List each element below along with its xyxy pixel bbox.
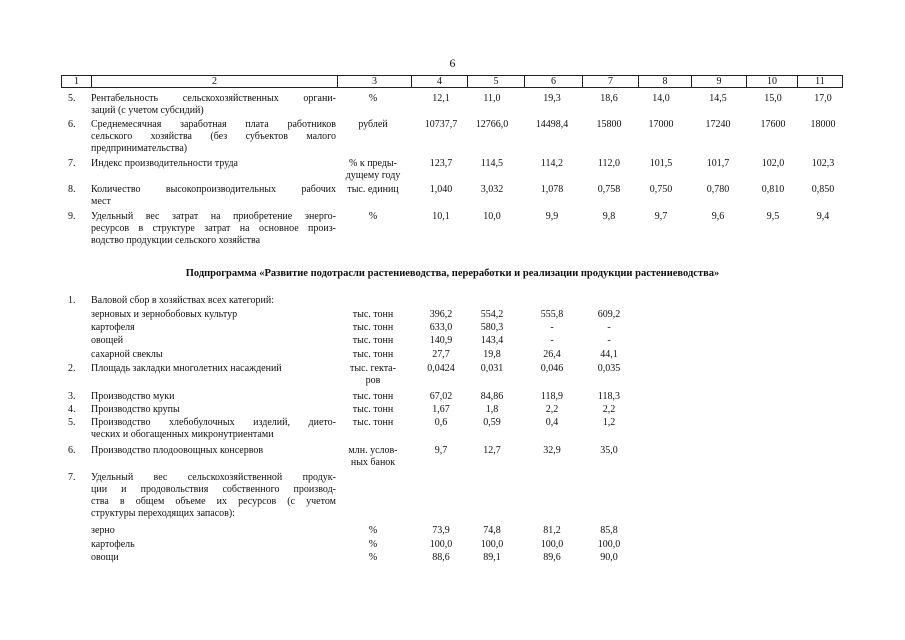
row-indicator-name [91,445,336,457]
unit-line: тыс. тонн [352,417,394,428]
indicator-line: Индекс производительности труда [91,158,238,169]
value-cell: 102,0 [761,158,785,169]
value-cell: 89,1 [483,552,501,563]
value-cell: 101,5 [649,158,673,169]
value-cell: 118,3 [597,391,621,402]
indicator-line: сельского хозяйства (без субъектов малого [91,131,336,142]
unit-line: тыс. тонн [352,322,394,333]
row-indicator-name [91,93,336,117]
value-cell: 0,6 [434,417,448,428]
value-cell: 1,040 [429,184,453,195]
unit-line: % [368,539,378,550]
value-cell: 17600 [760,119,786,130]
value-cell: 81,2 [543,525,561,536]
value-cell: 10,0 [483,211,501,222]
indicator-line: картофель [91,539,135,550]
unit-line: тыс. единиц [347,184,399,195]
value-cell: 143,4 [480,335,504,346]
row-unit [336,335,410,347]
row-unit [336,445,410,469]
value-cell: 19,8 [483,349,501,360]
row-indicator-name [91,552,336,564]
row-indicator-name [91,539,336,551]
value-cell: 32,9 [543,445,561,456]
indicator-line: структуры переходящих запасов): [91,508,235,519]
section-title: Подпрограмма «Развитие подотрасли растениеводства, переработки и реализации продукции растениеводства» [185,268,720,279]
unit-line: % [368,93,378,104]
value-cell: 140,9 [429,335,453,346]
row-number: 9. [68,211,76,222]
indicator-line: Площадь закладки многолетних насаждений [91,363,282,374]
value-cell: 0,031 [480,363,504,374]
value-cell: 9,6 [711,211,725,222]
value-cell: 85,8 [600,525,618,536]
indicator-line: ресурсов в структуре затрат на основное произ- [91,223,336,234]
value-cell: - [550,322,554,333]
row-indicator-name [91,404,336,416]
value-cell: 555,8 [540,309,564,320]
row-indicator-name [91,309,336,321]
value-cell: 100,0 [597,539,621,550]
row-number: 5. [68,417,76,428]
value-cell: 3,032 [480,184,504,195]
value-cell: 12,7 [483,445,501,456]
header-cell: 3 [337,76,411,87]
indicator-line: мест [91,196,111,207]
value-cell: - [550,335,554,346]
value-cell: 10737,7 [424,119,458,130]
value-cell: 9,7 [434,445,448,456]
indicator-line: Рентабельность сельскохозяйственных органи- [91,93,336,104]
table-header-row [61,75,843,88]
row-indicator-name [91,363,336,375]
value-cell: - [607,322,611,333]
value-cell: 1,67 [432,404,450,415]
row-indicator-name [91,158,336,170]
row-unit [336,417,410,429]
value-cell: 73,9 [432,525,450,536]
value-cell: 27,7 [432,349,450,360]
value-cell: 84,86 [480,391,504,402]
value-cell: 10,1 [432,211,450,222]
value-cell: 90,0 [600,552,618,563]
unit-line: млн. услов- [348,445,398,456]
header-cell: 10 [746,76,797,87]
unit-line: тыс. тонн [352,335,394,346]
row-unit [336,552,410,564]
value-cell: 609,2 [597,309,621,320]
indicator-line: Удельный вес затрат на приобретение энерго- [91,211,336,222]
row-unit [336,525,410,537]
header-cell: 4 [411,76,467,87]
value-cell: 11,0 [483,93,501,104]
row-number: 3. [68,391,76,402]
indicator-line: водство продукции сельского хозяйства [91,235,261,246]
header-cell: 5 [467,76,524,87]
value-cell: 89,6 [543,552,561,563]
row-indicator-name [91,472,336,520]
value-cell: 123,7 [429,158,453,169]
unit-line: дущему году [345,170,401,181]
value-cell: 9,9 [545,211,559,222]
row-indicator-name [91,322,336,334]
header-cell: 7 [582,76,638,87]
row-number: 6. [68,119,76,130]
value-cell: 0,035 [597,363,621,374]
unit-line: % [368,211,378,222]
indicator-line: Производство муки [91,391,175,402]
value-cell: 1,2 [602,417,616,428]
unit-line: тыс. тонн [352,309,394,320]
value-cell: 0,59 [483,417,501,428]
value-cell: 2,2 [545,404,559,415]
row-indicator-name [91,184,336,208]
value-cell: 14,0 [652,93,670,104]
value-cell: 26,4 [543,349,561,360]
header-cell: 11 [797,76,842,87]
indicator-line: ции и продовольствия собственного производ- [91,484,336,495]
row-indicator-name [91,335,336,347]
row-unit [336,119,410,131]
value-cell: 118,9 [540,391,564,402]
row-indicator-name [91,391,336,403]
value-cell: 14498,4 [535,119,569,130]
row-indicator-name [91,349,336,361]
indicator-line: овощей [91,335,124,346]
row-number: 4. [68,404,76,415]
indicator-line: картофеля [91,322,135,333]
value-cell: 1,078 [540,184,564,195]
row-unit [336,391,410,403]
row-unit [336,93,410,105]
value-cell: 18,6 [600,93,618,104]
row-unit [336,309,410,321]
value-cell: 9,4 [816,211,830,222]
indicator-line: Производство крупы [91,404,180,415]
value-cell: 0,0424 [427,363,455,374]
value-cell: 100,0 [480,539,504,550]
indicator-line: Среднемесячная заработная плата работников [91,119,336,130]
value-cell: 18000 [810,119,836,130]
value-cell: 12,1 [432,93,450,104]
value-cell: 0,850 [811,184,835,195]
indicator-line: Количество высокопроизводительных рабочих [91,184,336,195]
row-indicator-name [91,417,336,441]
unit-line: ров [365,375,381,386]
row-unit [336,211,410,223]
value-cell: 100,0 [540,539,564,550]
indicator-line: зерновых и зернобобовых культур [91,309,238,320]
row-unit [336,363,410,387]
row-number: 2. [68,363,76,374]
row-unit [336,539,410,551]
row-unit [336,158,410,182]
value-cell: 67,02 [429,391,453,402]
unit-line: ных банок [350,457,396,468]
indicator-line: предпринимательства) [91,143,188,154]
indicator-line: Производство плодоовощных консервов [91,445,264,456]
value-cell: 88,6 [432,552,450,563]
row-unit [336,184,410,196]
value-cell: 633,0 [429,322,453,333]
header-cell: 8 [638,76,691,87]
row-number: 7. [68,158,76,169]
value-cell: 0,046 [540,363,564,374]
indicator-line: Валовой сбор в хозяйствах всех категорий: [91,295,274,306]
unit-line: тыс. тонн [352,391,394,402]
value-cell: 0,758 [597,184,621,195]
row-number: 6. [68,445,76,456]
value-cell: 100,0 [429,539,453,550]
row-indicator-name [91,119,336,155]
indicator-line: Удельный вес сельскохозяйственной продук- [91,472,336,483]
value-cell: 74,8 [483,525,501,536]
value-cell: 0,780 [706,184,730,195]
value-cell: 9,5 [766,211,780,222]
page-number: 6 [449,56,456,70]
value-cell: 102,3 [811,158,835,169]
row-indicator-name [91,525,336,537]
value-cell: 17,0 [814,93,832,104]
row-number: 7. [68,472,76,483]
value-cell: - [607,335,611,346]
row-indicator-name [91,295,336,307]
value-cell: 15800 [596,119,622,130]
row-unit [336,349,410,361]
unit-line: % [368,552,378,563]
value-cell: 0,750 [649,184,673,195]
header-cell: 2 [91,76,337,87]
indicator-line: зерно [91,525,115,536]
value-cell: 396,2 [429,309,453,320]
value-cell: 0,4 [545,417,559,428]
value-cell: 1,8 [485,404,499,415]
unit-line: рублей [358,119,388,130]
row-number: 8. [68,184,76,195]
header-cell: 9 [691,76,746,87]
value-cell: 580,3 [480,322,504,333]
value-cell: 9,7 [654,211,668,222]
header-cell: 1 [74,76,79,87]
indicator-line: ства в общем объеме их ресурсов (с учетом [91,496,336,507]
indicator-line: сахарной свеклы [91,349,163,360]
row-indicator-name [91,211,336,247]
indicator-line: овощи [91,552,119,563]
unit-line: % [368,525,378,536]
value-cell: 101,7 [706,158,730,169]
value-cell: 14,5 [709,93,727,104]
unit-line: % к преды- [349,158,397,169]
row-number: 5. [68,93,76,104]
value-cell: 17000 [648,119,674,130]
value-cell: 35,0 [600,445,618,456]
indicator-line: Производство хлебобулочных изделий, дието- [91,417,336,428]
unit-line: тыс. тонн [352,404,394,415]
value-cell: 17240 [705,119,731,130]
value-cell: 19,3 [543,93,561,104]
value-cell: 15,0 [764,93,782,104]
row-unit [336,404,410,416]
row-number: 1. [68,295,76,306]
value-cell: 12766,0 [475,119,509,130]
value-cell: 9,8 [602,211,616,222]
value-cell: 114,5 [480,158,504,169]
header-cell: 6 [524,76,582,87]
value-cell: 554,2 [480,309,504,320]
value-cell: 2,2 [602,404,616,415]
row-unit [336,322,410,334]
value-cell: 112,0 [597,158,621,169]
unit-line: тыс. тонн [352,349,394,360]
indicator-line: ческих и обогащенных микронутриентами [91,429,274,440]
value-cell: 114,2 [540,158,564,169]
value-cell: 44,1 [600,349,618,360]
value-cell: 0,810 [761,184,785,195]
unit-line: тыс. гекта- [350,363,396,374]
indicator-line: заций (с учетом субсидий) [91,105,204,116]
